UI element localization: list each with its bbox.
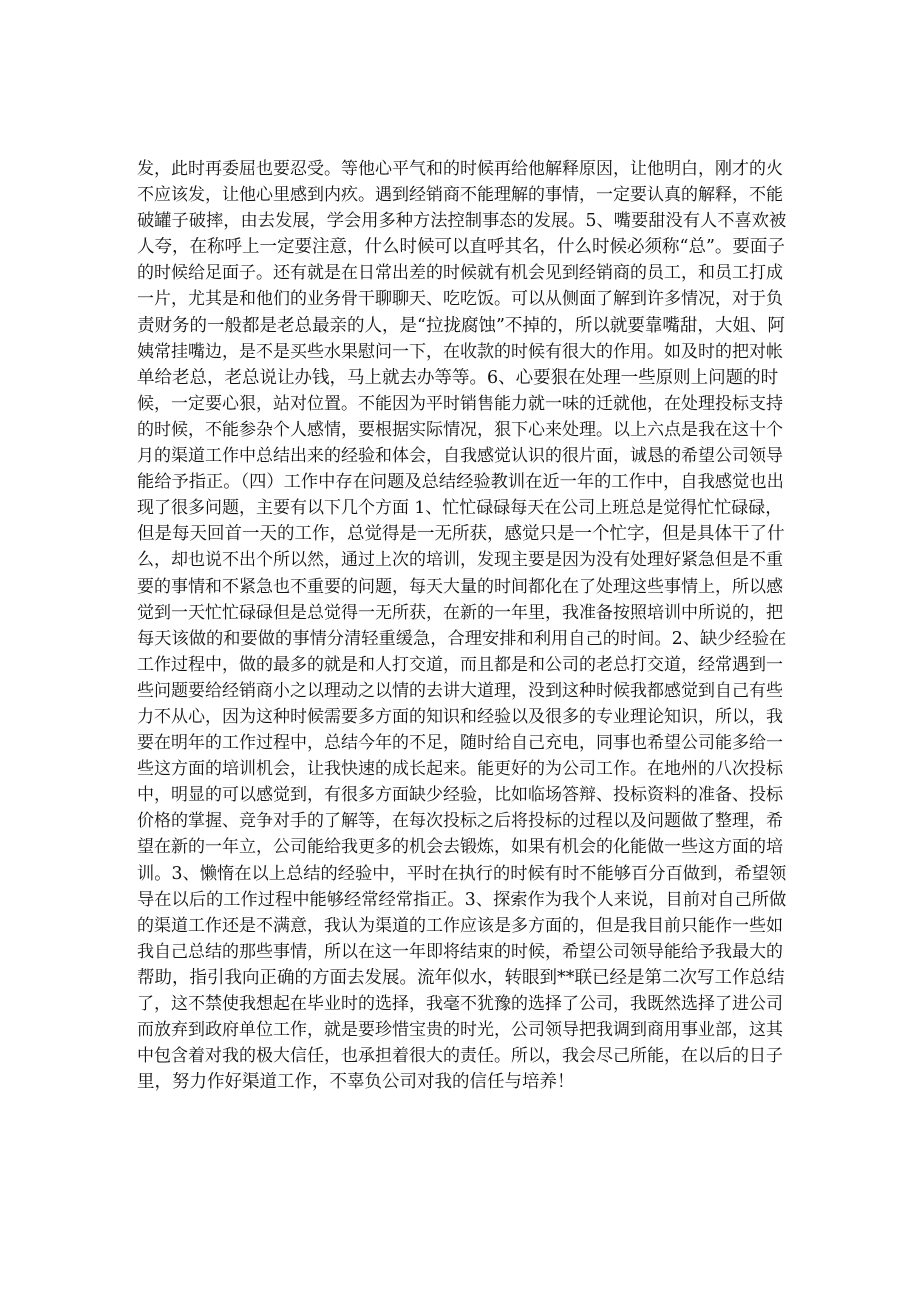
text-line: 要的事情和不紧急也不重要的问题，每天大量的时间都化在了处理这些事情上，所以感 (137, 576, 783, 597)
text-line: 力不从心，因为这种时候需要多方面的知识和经验以及很多的专业理论知识，所以，我 (137, 706, 783, 727)
text-line: 中包含着对我的极大信任，也承担着很大的责任。所以，我会尽己所能，在以后的日子 (137, 1046, 783, 1067)
text-line: 训。3、懒惰在以上总结的经验中，平时在执行的时候有时不能够百分百做到，希望领 (137, 863, 787, 884)
text-line: 单给老总，老总说让办钱，马上就去办等等。6、心要狠在处理一些原则上问题的时 (137, 367, 779, 388)
text-line: 能给予指正。（四）工作中存在问题及总结经验教训在近一年的工作中，自我感觉也出 (137, 472, 784, 493)
text-line: 责财务的一般都是老总最亲的人，是“拉拢腐蚀”不掉的，所以就要靠嘴甜，大姐、阿 (137, 315, 785, 336)
text-line: 但是每天回首一天的工作，总觉得是一无所获，感觉只是一个忙字，但是具体干了什 (137, 524, 785, 545)
text-line: 的时候，不能参杂个人感情，要根据实际情况，狠下心来处理。以上六点是我在这十个 (137, 419, 783, 440)
text-line: 每天该做的和要做的事情分清轻重缓急，合理安排和利用自己的时间。2、缺少经验在 (137, 628, 787, 649)
text-line: 一片，尤其是和他们的业务骨干聊聊天、吃吃饭。可以从侧面了解到许多情况，对于负 (137, 289, 783, 310)
text-line: 我自己总结的那些事情，所以在这一年即将结束的时候，希望公司领导能给予我最大的 (137, 941, 783, 962)
body-paragraph (137, 156, 787, 1095)
text-line: 的渠道工作还是不满意，我认为渠道的工作应该是多方面的，但是我目前只能作一些如 (137, 915, 783, 936)
text-line: 的时候给足面子。还有就是在日常出差的时候就有机会见到经销商的员工，和员工打成 (137, 263, 783, 284)
text-line: 不应该发，让他心里感到内疚。遇到经销商不能理解的事情，一定要认真的解释，不能 (137, 185, 783, 206)
text-line: 导在以后的工作过程中能够经常经常指正。3、探索作为我个人来说，目前对自己所做 (137, 889, 787, 910)
text-line: 姨常挂嘴边，是不是买些水果慰问一下，在收款的时候有很大的作用。如及时的把对帐 (137, 341, 783, 362)
text-line: 望在新的一年立，公司能给我更多的机会去锻炼，如果有机会的化能做一些这方面的培 (137, 837, 783, 858)
text-line: 而放弃到政府单位工作，就是要珍惜宝贵的时光，公司领导把我调到商用事业部，这其 (137, 1020, 783, 1041)
text-line: 些这方面的培训机会，让我快速的成长起来。能更好的为公司工作。在地州的八次投标 (137, 759, 783, 780)
text-line: 工作过程中，做的最多的就是和人打交道，而且都是和公司的老总打交道，经常遇到一 (137, 654, 783, 675)
text-line: 候，一定要心狠，站对位置。不能因为平时销售能力就一味的迁就他，在处理投标支持 (137, 393, 783, 414)
text-line: 了，这不禁使我想起在毕业时的选择，我毫不犹豫的选择了公司，我既然选择了进公司 (137, 994, 783, 1014)
text-line: 中，明显的可以感觉到，有很多方面缺少经验，比如临场答辩、投标资料的准备、投标 (137, 785, 783, 806)
text-line: 要在明年的工作过程中，总结今年的不足，随时给自己充电，同事也希望公司能多给一 (137, 733, 783, 754)
text-line: 些问题要给经销商小之以理动之以情的去讲大道理，没到这种时候我都感觉到自己有些 (137, 680, 783, 701)
text-line: 么，却也说不出个所以然，通过上次的培训，发现主要是因为没有处理好紧急但是不重 (137, 550, 783, 571)
text-line: 人夸，在称呼上一定要注意，什么时候可以直呼其名，什么时候必须称“总”。要面子 (137, 237, 785, 258)
text-line: 觉到一天忙忙碌碌但是总觉得一无所获，在新的一年里，我准备按照培训中所说的，把 (137, 602, 783, 623)
text-line: 价格的掌握、竞争对手的了解等，在每次投标之后将投标的过程以及问题做了整理，希 (137, 811, 783, 832)
text-line: 月的渠道工作中总结出来的经验和体会，自我感觉认识的很片面，诚恳的希望公司领导 (137, 446, 783, 467)
text-line: 帮助，指引我向正确的方面去发展。流年似水，转眼到**联已经是第二次写工作总结 (137, 967, 785, 988)
text-line: 现了很多问题，主要有以下几个方面 1、忙忙碌碌每天在公司上班总是觉得忙忙碌碌， (137, 498, 783, 519)
text-line: 里，努力作好渠道工作，不辜负公司对我的信任与培养！ (137, 1072, 575, 1093)
text-line: 发，此时再委屈也要忍受。等他心平气和的时候再给他解释原因，让他明白，刚才的火 (137, 159, 783, 179)
text-line: 破罐子破摔，由去发展，学会用多种方法控制事态的发展。5、嘴要甜没有人不喜欢被 (137, 211, 787, 232)
